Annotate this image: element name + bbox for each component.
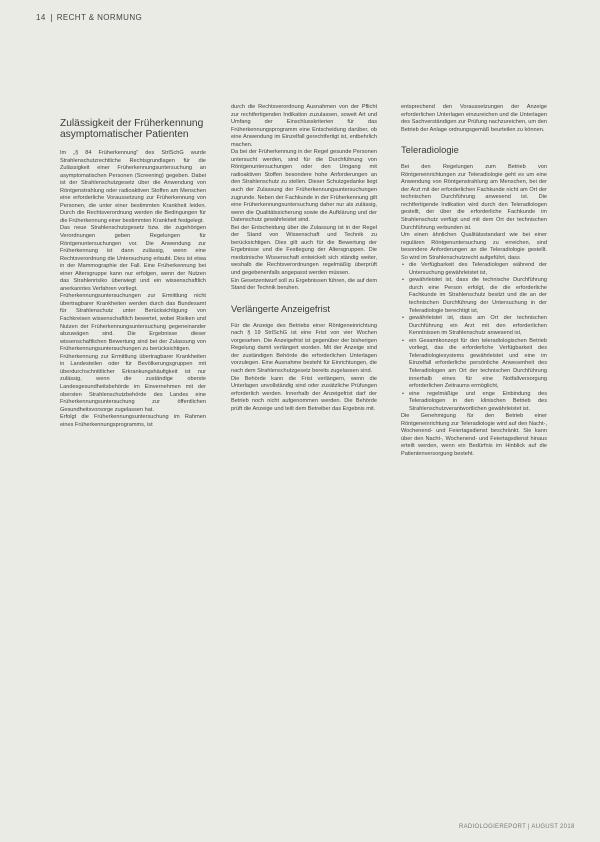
list-item: • die Verfügbarkeit des Teleradiologen während der Untersuchung gewährleistet ist,: [409, 262, 547, 277]
paragraph: Da bei der Früherkennung in der Regel gesunde Personen untersucht werden, sind für die Durchführung von Röntgenuntersuchungen oder den Umgang mit radioaktiven Stoffen besondere hohe Anforderungen an den Strahlenschutz zu stellen. Dieser Schutzgedanke liegt auch der Zulassung der Früherkennungsuntersuchungen zugrunde. Neben der Fachkunde in der Früherkennung gilt eine Früherkennungsuntersuchung daher nur als zulässig, wenn die Qualitätssicherung sowie die Aufklärung und der Datenschutz gewährleistet sind.: [231, 149, 377, 224]
paragraph: Für die Anzeige des Betriebs einer Röntgeneinrichtung nach § 19 StrlSchG ist eine Frist von vier Wochen vorgesehen. Die Anzeigefrist ist gegenüber der bisherigen Regelung damit verlängert worden. Mit der Anzeige sind der zuständigen Behörde die erforderlichen Unterlagen vorzulegen. Eine Ausnahme besteht für Einrichtungen, die nach dem Strahlenschutzgesetz bereits zugelassen sind.: [231, 322, 377, 374]
list-item: • eine regelmäßige und enge Einbindung des Teleradiologen in den klinischen Betrieb des Strahlenschutzverantwortlichen gewährleistet ist.: [409, 391, 547, 414]
paragraph: Bei der Entscheidung über die Zulassung ist in der Regel der Stand von Wissenschaft und Technik zu berücksichtigen. Dies gilt auch für die Bewertung der Ergebnisse und die Festlegung der Altersgruppen. Die medizinische Wissenschaft entwickelt sich ständig weiter, weshalb die Rechtsverordnungen regelmäßig überprüft und gegebenenfalls angepasst werden müssen.: [231, 224, 377, 277]
paragraph: Früherkennungsuntersuchungen zur Ermittlung nicht übertragbarer Krankheiten werden durch das Bundesamt für Strahlenschutz unter Berücksichtigung von Fachkreisen wissenschaftlich bewertet, wobei Risiken und Nutzen der Früherkennungsuntersuchung gegeneinander abzuwägen sind. Die Ergebnisse dieser wissenschaftlichen Bewertung sind bei der Zulassung von Früherkennungsuntersuchungen zu berücksichtigen.: [60, 293, 206, 353]
section-heading-teleradiologie: Teleradiologie: [401, 144, 459, 156]
paragraph: Das neue Strahlenschutzgesetz bzw. die zugehörigen Verordnungen geben Regelungen für Röntgenuntersuchungen vor. Die Anwendung zur Früherkennung ist dann zulässig, wenn eine Rechtsverordnung die Untersuchung erlaubt. Dies ist etwa in der Mammographie der Fall. Eine Früherkennung bei einer Altersgruppe kann nur erfolgen, wenn der Nutzen das Strahlenrisiko überwiegt und ein wissenschaftlich anerkanntes Verfahren vorliegt.: [60, 225, 206, 292]
column-3: [401, 104, 547, 459]
page-footer: RADIOLOGIEREPORT | AUGUST 2018: [459, 824, 575, 830]
article-body: [60, 104, 580, 804]
paragraph: Die Behörde kann die Frist verlängern, wenn die Unterlagen unvollständig sind oder zusätzliche Prüfungen erforderlich werden. Innerhalb der Anzeigefrist darf der Betrieb noch nicht aufgenommen werden. Die Behörde prüft die Anzeige und teilt dem Betreiber das Ergebnis mit.: [231, 375, 377, 412]
paragraph: Erfolgt die Früherkennungsuntersuchung im Rahmen eines Früherkennungsprogramms, ist: [60, 414, 206, 428]
header-divider: [51, 14, 52, 22]
paragraph: Ein Gesetzentwurf soll zu Ergebnissen führen, die auf dem Stand der Technik beruhen.: [231, 277, 377, 292]
paragraph: entsprechend den Voraussetzungen der Anzeige erforderlichen Unterlagen einzureichen und die Unterlagen des Sachverständigen zur Prüfung nachzureichen, um den Betrieb der Anlage ordnungsgemäß beurteilen zu können.: [401, 104, 547, 133]
column-2: [231, 104, 377, 413]
section-heading-anzeigefrist: Verlängerte Anzeigefrist: [231, 302, 331, 314]
column-1: [60, 118, 206, 429]
article-heading-screening: Zulässigkeit der Früherkennung asymptomatischer Patienten: [60, 118, 204, 140]
list-item: • gewährleistet ist, dass die technische Durchführung durch eine Person erfolgt, die die erforderliche Fachkunde im Strahlenschutz besitzt und die an der technischen Durchführung der Untersuchung in der Teleradiologie berechtigt ist,: [409, 277, 547, 315]
paragraph: Die Genehmigung für den Betrieb einer Röntgeneinrichtung zur Teleradiologie wird auf den Nacht-, Wochenend- und Feiertagsdienst beschränkt. Sie kann über den Nacht-, Wochenend- und Feiertagsdienst hinaus erteilt werden, wenn ein Bedürfnis im Hinblick auf die Patientenversorgung besteht.: [401, 413, 547, 457]
list-item: • gewährleistet ist, dass am Ort der technischen Durchführung ein Arzt mit den erforderlichen Kenntnissen im Strahlenschutz anwesend ist,: [409, 315, 547, 338]
paragraph: Im „§ 84 Früherkennung“ des StrlSchG wurde Strahlenschutzrechtliche Rechtsgrundlagen für die Zulässigkeit einer Früherkennungsuntersuchung an asymptomatischen Personen (Screening) gegeben. Dabei ist der Strahlenschutzgesetz über die Anwendung von Röntgenstrahlung oder radioaktiven Stoffen am Menschen eine erforderliche Voraussetzung zur Früherkennung von Personen, die unter einer bestimmten Krankheit leiden. Durch die Rechtsverordnung werden die Bedingungen für die Früherkennung einer bestimmten Krankheit festgelegt.: [60, 150, 206, 224]
section-teleradiologie: [401, 144, 547, 458]
section-anzeigefrist: [231, 303, 377, 414]
requirements-list: [401, 262, 547, 413]
paragraph: Bei den Regelungen zum Betrieb von Röntgeneinrichtungen zur Teleradiologie geht es um eine Anwendung von Röntgenstrahlung am Menschen, bei der der Arzt mit der erforderlichen Fachkunde nicht am Ort der technischen Durchführung anwesend ist. Die rechtfertigende Indikation wird durch den Teleradiologen gestellt, der über die erforderliche Fachkunde im Strahlenschutz verfügt und mit dem Ort der technischen Durchführung verbunden ist.: [401, 164, 547, 231]
page-header: [36, 13, 142, 22]
paragraph: Um einen ähnlichen Qualitätsstandard wie bei einer regulären Röntgenuntersuchung zu erreichen, sind besondere Anforderungen an die Teleradiologie gestellt. So wird im Strahlenschutzrecht aufgeführt, dass: [401, 232, 547, 261]
list-item: • ein Gesamtkonzept für den teleradiologischen Betrieb vorliegt, das die erforderliche Verfügbarkeit des Teleradiologiesystems gewährleistet und eine im Einzelfall erforderliche persönliche Anwesenheit des Teleradiologen am Ort der technischen Durchführung innerhalb eines für eine Notfallversorgung erforderlichen Zeitraums ermöglicht,: [409, 338, 547, 391]
paragraph: Früherkennung zur Ermittlung übertragbarer Krankheiten in Landesteilen oder für Bevölkerungsgruppen mit überdurchschnittlicher Erkrankungshäufigkeit ist nur zulässig, wenn die zuständige oberste Landesgesundheitsbehörde im Einvernehmen mit der obersten Strahlenschutzbehörde des Landes eine Früherkennungsuntersuchung zur öffentlichen Gesundheitsvorsorge zugelassen hat.: [60, 353, 206, 413]
paragraph: durch die Rechtsverordnung Ausnahmen von der Pflicht zur rechtfertigenden Indikation zuzulassen, soweit Art und Umfang der Einschlusskriterien für das Früherkennungsprogramm eine Entscheidung darüber, ob eine Anwendung im Einzelfall gerechtfertigt ist, entbehrlich machen.: [231, 104, 377, 148]
section-title: RECHT & NORMUNG: [56, 13, 143, 22]
page-number: 14: [36, 13, 46, 22]
